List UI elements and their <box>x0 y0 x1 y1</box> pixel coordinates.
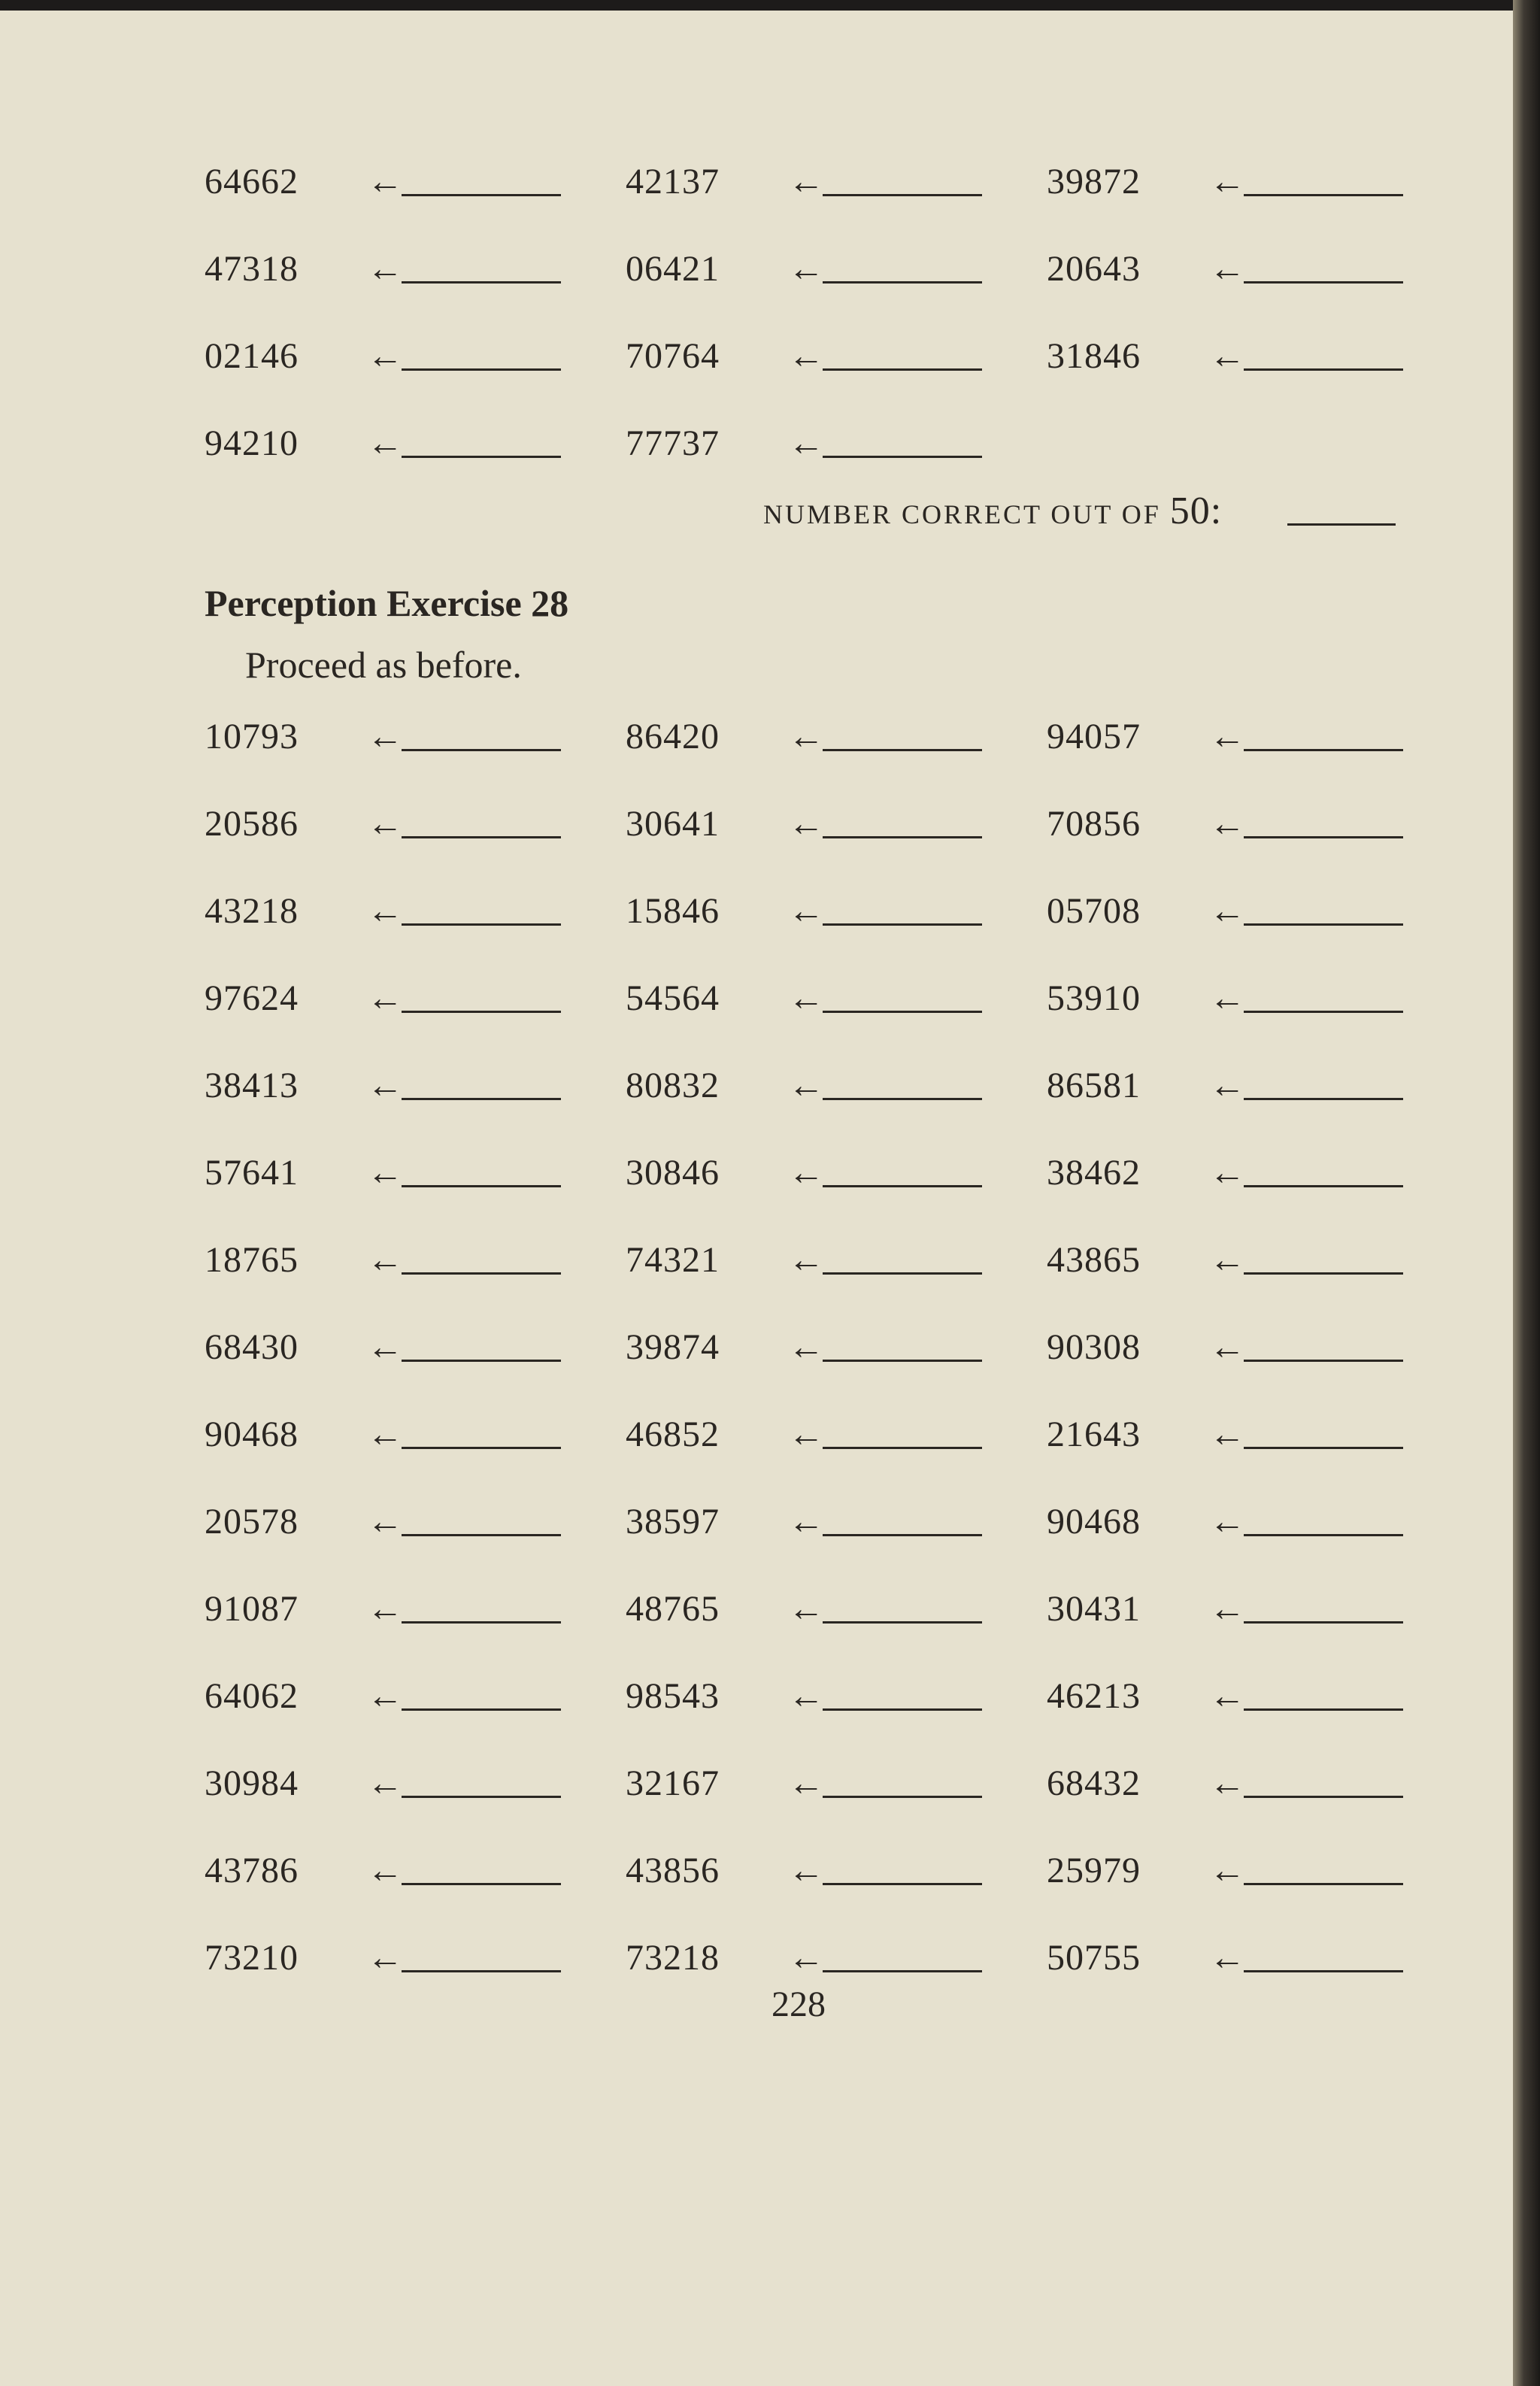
left-arrow-icon: ← <box>367 1066 403 1105</box>
answer-blank[interactable] <box>823 194 982 196</box>
score-answer-blank[interactable] <box>1287 523 1396 526</box>
number-value: 77737 <box>626 423 720 463</box>
answer-blank[interactable] <box>823 1970 982 1972</box>
number-value: 74321 <box>626 1240 720 1280</box>
left-arrow-icon: ← <box>788 1502 824 1542</box>
number-value: 02146 <box>205 336 299 376</box>
exercise-instruction: Proceed as before. <box>245 644 522 686</box>
left-arrow-icon: ← <box>788 423 824 463</box>
answer-blank[interactable] <box>402 1534 561 1536</box>
left-arrow-icon: ← <box>1209 891 1245 931</box>
left-arrow-icon: ← <box>367 336 403 376</box>
left-arrow-icon: ← <box>1209 1327 1245 1367</box>
left-arrow-icon: ← <box>788 978 824 1018</box>
answer-blank[interactable] <box>1244 1447 1403 1449</box>
answer-blank[interactable] <box>823 923 982 926</box>
answer-blank[interactable] <box>1244 281 1403 283</box>
answer-blank[interactable] <box>1244 368 1403 371</box>
number-value: 20643 <box>1047 249 1141 289</box>
answer-blank[interactable] <box>1244 1621 1403 1624</box>
page-number: 228 <box>772 1984 826 2024</box>
answer-blank[interactable] <box>1244 194 1403 196</box>
number-value: 30984 <box>205 1763 299 1803</box>
left-arrow-icon: ← <box>1209 978 1245 1018</box>
answer-blank[interactable] <box>823 1621 982 1624</box>
number-value: 86420 <box>626 717 720 756</box>
exercise-grid <box>0 714 1540 2023</box>
number-value: 97624 <box>205 978 299 1018</box>
exercise-row <box>0 1238 1540 1325</box>
number-value: 15846 <box>626 891 720 931</box>
left-arrow-icon: ← <box>367 1851 403 1890</box>
answer-blank[interactable] <box>402 1360 561 1362</box>
number-value: 48765 <box>626 1589 720 1629</box>
number-value: 38413 <box>205 1066 299 1105</box>
left-arrow-icon: ← <box>1209 1763 1245 1803</box>
left-arrow-icon: ← <box>367 1240 403 1280</box>
number-value: 94210 <box>205 423 299 463</box>
exercise-row <box>0 714 1540 802</box>
answer-blank[interactable] <box>823 1360 982 1362</box>
exercise-row <box>0 1674 1540 1761</box>
number-value: 21643 <box>1047 1414 1141 1454</box>
left-arrow-icon: ← <box>367 717 403 756</box>
number-value: 70764 <box>626 336 720 376</box>
number-value: 90308 <box>1047 1327 1141 1367</box>
number-value: 30846 <box>626 1153 720 1193</box>
number-value: 47318 <box>205 249 299 289</box>
number-value: 18765 <box>205 1240 299 1280</box>
answer-blank[interactable] <box>402 368 561 371</box>
number-value: 54564 <box>626 978 720 1018</box>
number-value: 25979 <box>1047 1851 1141 1890</box>
top-exercise-grid <box>0 159 1540 508</box>
left-arrow-icon: ← <box>788 717 824 756</box>
number-value: 57641 <box>205 1153 299 1193</box>
answer-blank[interactable] <box>1244 1098 1403 1100</box>
exercise-row <box>0 247 1540 334</box>
answer-blank[interactable] <box>1244 1708 1403 1711</box>
exercise-row <box>0 1936 1540 2023</box>
number-value: 80832 <box>626 1066 720 1105</box>
number-value: 90468 <box>1047 1502 1141 1542</box>
number-value: 38597 <box>626 1502 720 1542</box>
exercise-row <box>0 159 1540 247</box>
answer-blank[interactable] <box>823 1098 982 1100</box>
left-arrow-icon: ← <box>367 891 403 931</box>
number-value: 10793 <box>205 717 299 756</box>
number-value: 64062 <box>205 1676 299 1716</box>
left-arrow-icon: ← <box>788 804 824 844</box>
answer-blank[interactable] <box>402 836 561 838</box>
left-arrow-icon: ← <box>367 423 403 463</box>
answer-blank[interactable] <box>823 456 982 458</box>
left-arrow-icon: ← <box>1209 162 1245 202</box>
answer-blank[interactable] <box>823 749 982 751</box>
answer-blank[interactable] <box>402 1883 561 1885</box>
exercise-row <box>0 1063 1540 1151</box>
number-value: 70856 <box>1047 804 1141 844</box>
number-value: 50755 <box>1047 1938 1141 1978</box>
score-total: 50: <box>1169 490 1223 532</box>
number-value: 73210 <box>205 1938 299 1978</box>
number-value: 46852 <box>626 1414 720 1454</box>
answer-blank[interactable] <box>1244 1883 1403 1885</box>
number-value: 73218 <box>626 1938 720 1978</box>
exercise-row <box>0 1499 1540 1587</box>
left-arrow-icon: ← <box>1209 1153 1245 1193</box>
answer-blank[interactable] <box>1244 1360 1403 1362</box>
number-value: 98543 <box>626 1676 720 1716</box>
answer-blank[interactable] <box>1244 749 1403 751</box>
score-line <box>763 489 1222 537</box>
left-arrow-icon: ← <box>367 978 403 1018</box>
left-arrow-icon: ← <box>788 249 824 289</box>
number-value: 94057 <box>1047 717 1141 756</box>
left-arrow-icon: ← <box>788 1676 824 1716</box>
answer-blank[interactable] <box>823 1447 982 1449</box>
exercise-row <box>0 1848 1540 1936</box>
answer-blank[interactable] <box>823 1011 982 1013</box>
number-value: 32167 <box>626 1763 720 1803</box>
answer-blank[interactable] <box>823 1883 982 1885</box>
left-arrow-icon: ← <box>1209 804 1245 844</box>
score-label: NUMBER CORRECT OUT OF <box>763 499 1161 529</box>
left-arrow-icon: ← <box>788 891 824 931</box>
number-value: 53910 <box>1047 978 1141 1018</box>
exercise-row <box>0 1761 1540 1848</box>
answer-blank[interactable] <box>823 1534 982 1536</box>
number-value: 20586 <box>205 804 299 844</box>
left-arrow-icon: ← <box>788 1327 824 1367</box>
number-value: 46213 <box>1047 1676 1141 1716</box>
answer-blank[interactable] <box>1244 1185 1403 1187</box>
left-arrow-icon: ← <box>367 1676 403 1716</box>
left-arrow-icon: ← <box>1209 1851 1245 1890</box>
left-arrow-icon: ← <box>367 1502 403 1542</box>
exercise-row <box>0 889 1540 976</box>
exercise-row <box>0 1325 1540 1412</box>
number-value: 43865 <box>1047 1240 1141 1280</box>
number-value: 43218 <box>205 891 299 931</box>
answer-blank[interactable] <box>402 1708 561 1711</box>
left-arrow-icon: ← <box>367 1938 403 1978</box>
left-arrow-icon: ← <box>367 1327 403 1367</box>
answer-blank[interactable] <box>402 923 561 926</box>
left-arrow-icon: ← <box>788 162 824 202</box>
answer-blank[interactable] <box>402 281 561 283</box>
number-value: 30641 <box>626 804 720 844</box>
answer-blank[interactable] <box>402 1011 561 1013</box>
left-arrow-icon: ← <box>367 1414 403 1454</box>
number-value: 64662 <box>205 162 299 202</box>
left-arrow-icon: ← <box>367 162 403 202</box>
number-value: 90468 <box>205 1414 299 1454</box>
left-arrow-icon: ← <box>1209 1938 1245 1978</box>
left-arrow-icon: ← <box>367 1589 403 1629</box>
left-arrow-icon: ← <box>1209 1414 1245 1454</box>
left-arrow-icon: ← <box>367 1153 403 1193</box>
answer-blank[interactable] <box>1244 836 1403 838</box>
left-arrow-icon: ← <box>367 1763 403 1803</box>
number-value: 31846 <box>1047 336 1141 376</box>
left-arrow-icon: ← <box>1209 1502 1245 1542</box>
number-value: 39872 <box>1047 162 1141 202</box>
number-value: 86581 <box>1047 1066 1141 1105</box>
answer-blank[interactable] <box>402 1098 561 1100</box>
answer-blank[interactable] <box>1244 1534 1403 1536</box>
left-arrow-icon: ← <box>788 1763 824 1803</box>
left-arrow-icon: ← <box>788 1066 824 1105</box>
answer-blank[interactable] <box>402 456 561 458</box>
answer-blank[interactable] <box>402 194 561 196</box>
exercise-row <box>0 1151 1540 1238</box>
number-value: 43856 <box>626 1851 720 1890</box>
answer-blank[interactable] <box>1244 1011 1403 1013</box>
number-value: 68430 <box>205 1327 299 1367</box>
answer-blank[interactable] <box>1244 1970 1403 1972</box>
answer-blank[interactable] <box>823 1708 982 1711</box>
left-arrow-icon: ← <box>1209 1240 1245 1280</box>
left-arrow-icon: ← <box>788 1240 824 1280</box>
answer-blank[interactable] <box>823 281 982 283</box>
answer-blank[interactable] <box>402 1272 561 1275</box>
exercise-row <box>0 976 1540 1063</box>
left-arrow-icon: ← <box>788 1851 824 1890</box>
answer-blank[interactable] <box>823 836 982 838</box>
left-arrow-icon: ← <box>1209 1066 1245 1105</box>
left-arrow-icon: ← <box>1209 1589 1245 1629</box>
answer-blank[interactable] <box>402 749 561 751</box>
number-value: 20578 <box>205 1502 299 1542</box>
exercise-row <box>0 334 1540 421</box>
left-arrow-icon: ← <box>1209 336 1245 376</box>
answer-blank[interactable] <box>402 1621 561 1624</box>
left-arrow-icon: ← <box>1209 249 1245 289</box>
answer-blank[interactable] <box>1244 1796 1403 1798</box>
left-arrow-icon: ← <box>1209 1676 1245 1716</box>
number-value: 39874 <box>626 1327 720 1367</box>
exercise-row <box>0 1412 1540 1499</box>
number-value: 38462 <box>1047 1153 1141 1193</box>
number-value: 30431 <box>1047 1589 1141 1629</box>
answer-blank[interactable] <box>823 368 982 371</box>
number-value: 43786 <box>205 1851 299 1890</box>
left-arrow-icon: ← <box>788 1938 824 1978</box>
left-arrow-icon: ← <box>1209 717 1245 756</box>
exercise-row <box>0 1587 1540 1674</box>
left-arrow-icon: ← <box>788 336 824 376</box>
left-arrow-icon: ← <box>367 249 403 289</box>
answer-blank[interactable] <box>823 1185 982 1187</box>
left-arrow-icon: ← <box>788 1414 824 1454</box>
answer-blank[interactable] <box>402 1970 561 1972</box>
left-arrow-icon: ← <box>367 804 403 844</box>
answer-blank[interactable] <box>1244 1272 1403 1275</box>
answer-blank[interactable] <box>823 1272 982 1275</box>
answer-blank[interactable] <box>402 1447 561 1449</box>
number-value: 91087 <box>205 1589 299 1629</box>
number-value: 06421 <box>626 249 720 289</box>
answer-blank[interactable] <box>1244 923 1403 926</box>
number-value: 05708 <box>1047 891 1141 931</box>
answer-blank[interactable] <box>402 1185 561 1187</box>
left-arrow-icon: ← <box>788 1589 824 1629</box>
answer-blank[interactable] <box>823 1796 982 1798</box>
number-value: 42137 <box>626 162 720 202</box>
left-arrow-icon: ← <box>788 1153 824 1193</box>
exercise-row <box>0 802 1540 889</box>
exercise-title: Perception Exercise 28 <box>205 582 569 624</box>
number-value: 68432 <box>1047 1763 1141 1803</box>
answer-blank[interactable] <box>402 1796 561 1798</box>
